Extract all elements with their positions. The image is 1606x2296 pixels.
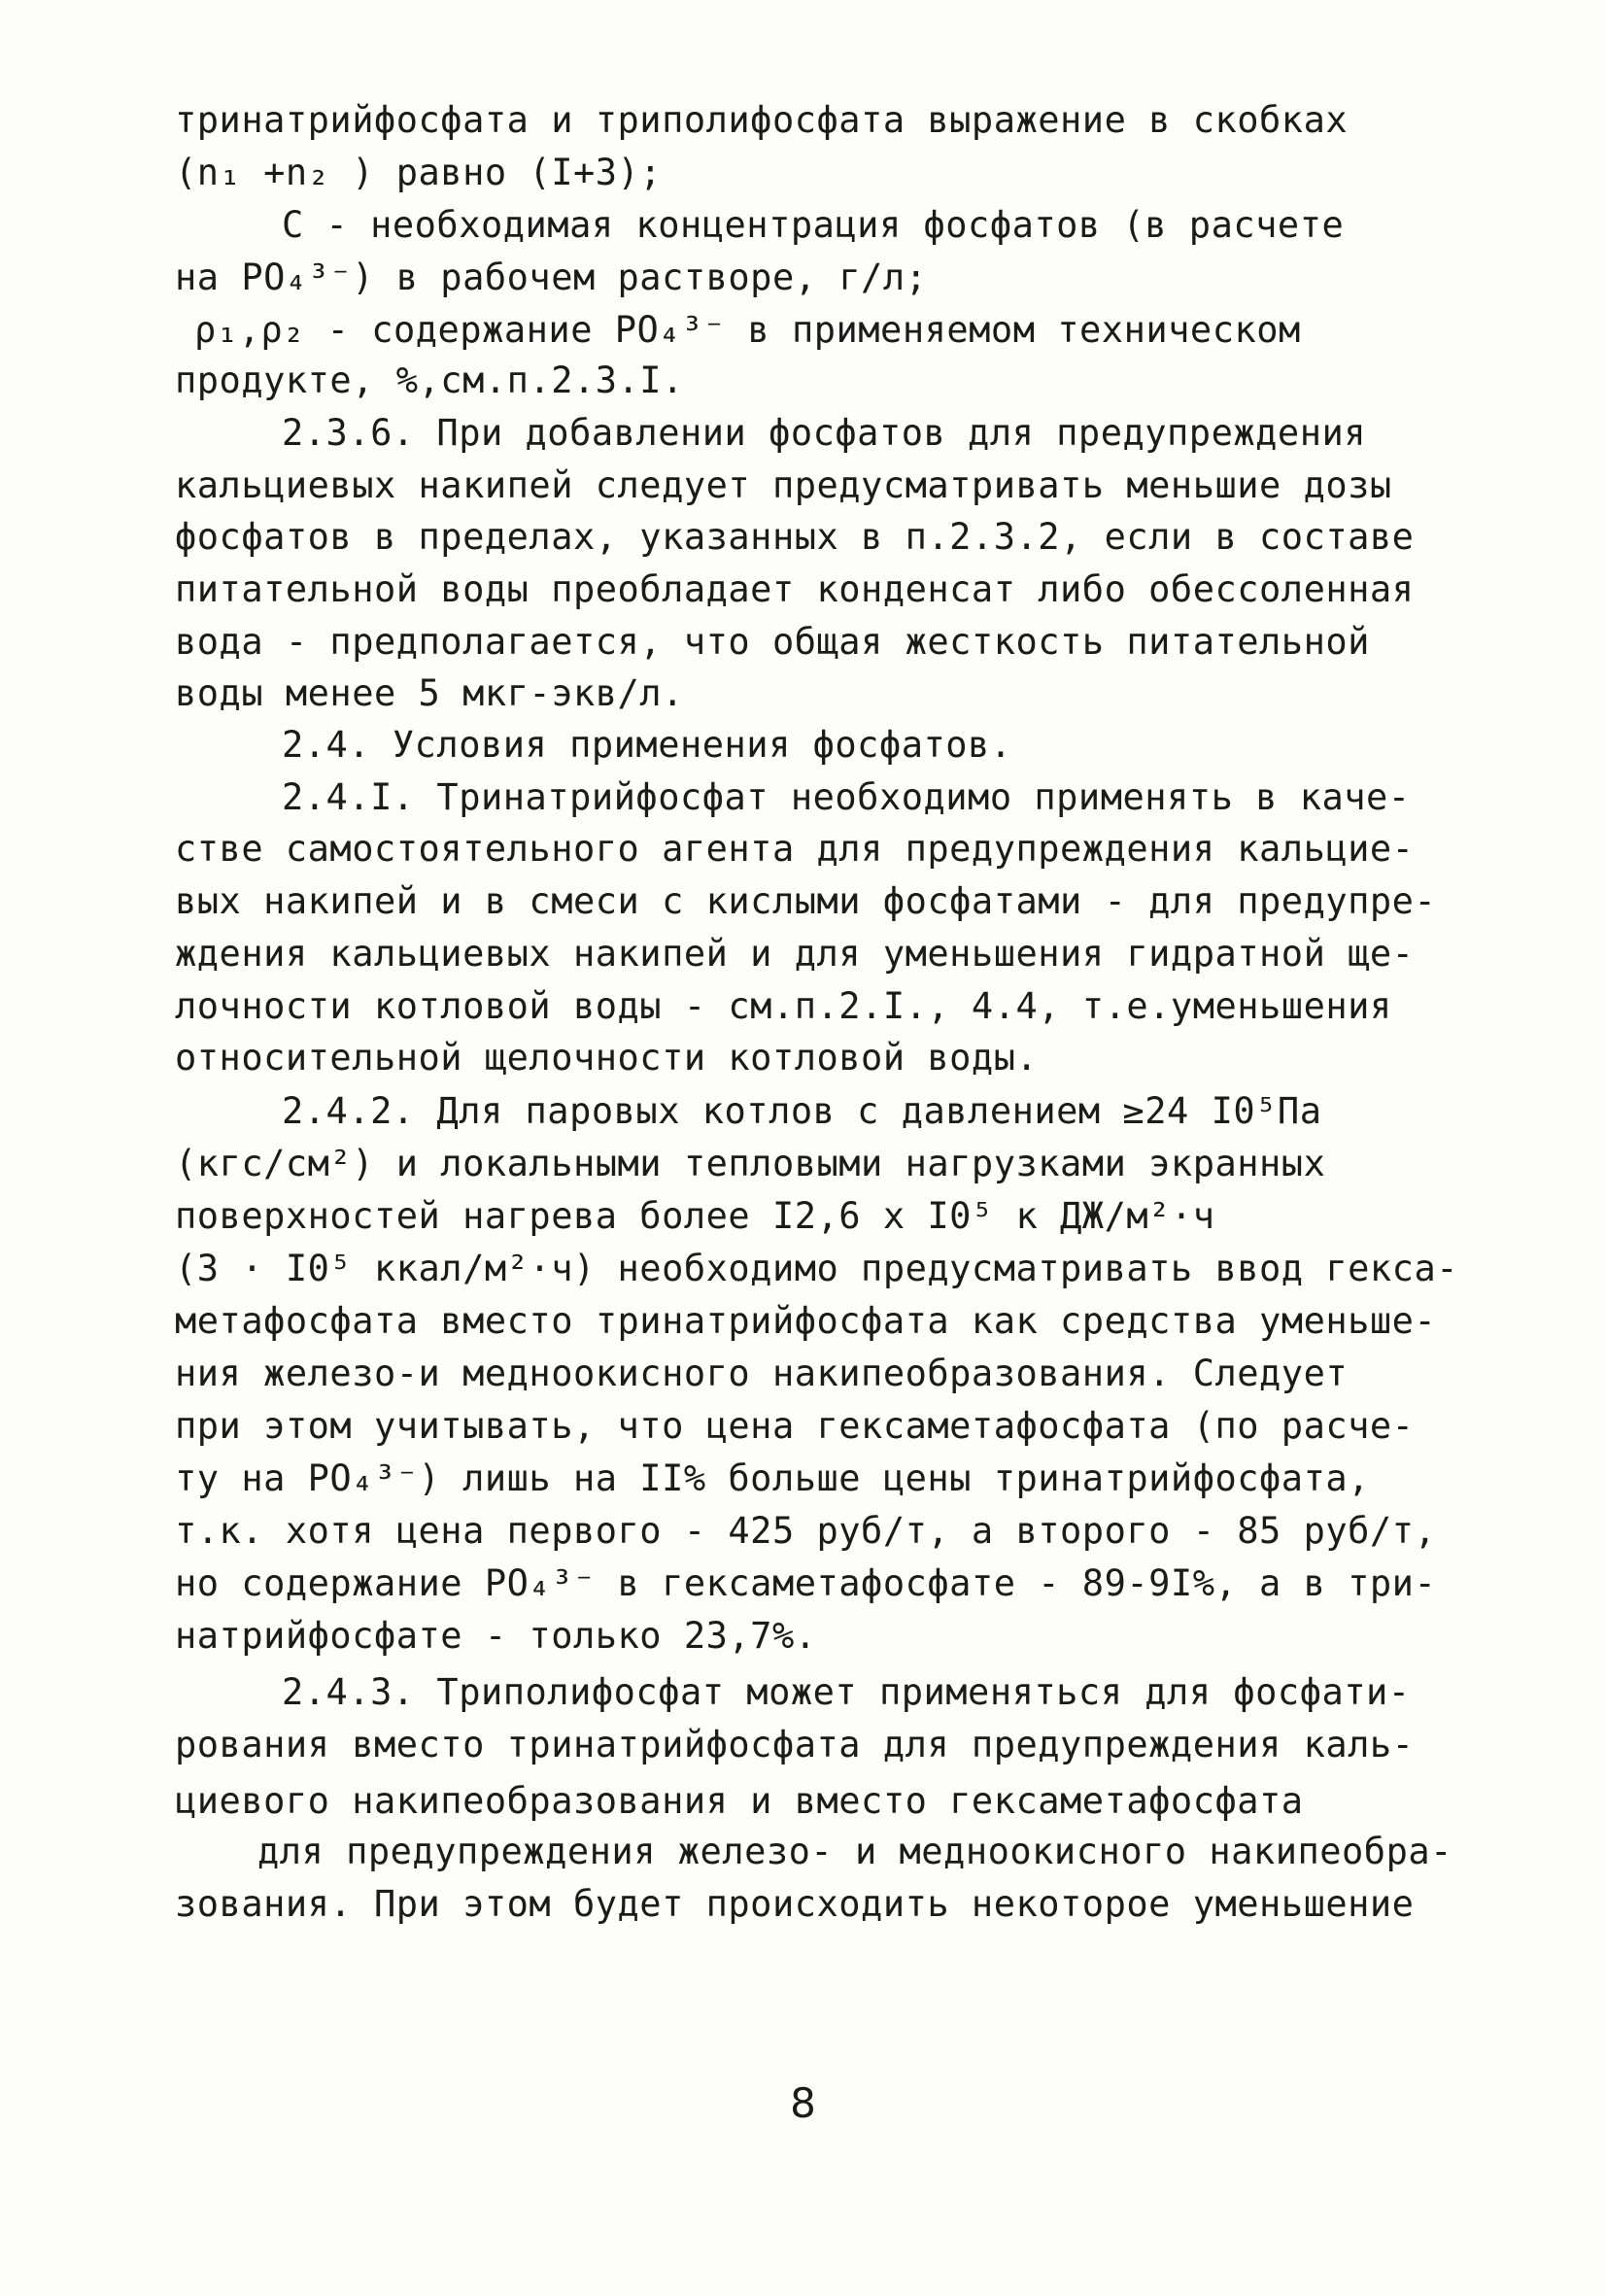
text-line: поверхностей нагрева более I2,6 x I0⁵ к ДЖ/м²·ч	[175, 1195, 1215, 1237]
text-line: ждения кальциевых накипей и для уменьшения гидратной ще-	[175, 933, 1415, 975]
text-line: метафосфата вместо тринатрийфосфата как средства уменьше-	[175, 1300, 1437, 1342]
text-line: для предупреждения железо- и медноокисного накипеобра-	[257, 1831, 1452, 1872]
text-line: т.к. хотя цена первого - 425 руб/т, а второго - 85 руб/т,	[175, 1510, 1437, 1552]
text-line: вода - предполагается, что общая жесткость питательной	[175, 621, 1370, 663]
text-line: ния железо-и медноокисного накипеобразования. Следует	[175, 1353, 1349, 1394]
text-line: вых накипей и в смеси с кислыми фосфатами - для предупре-	[175, 880, 1437, 922]
text-line: питательной воды преобладает конденсат либо обессоленная	[175, 568, 1415, 610]
text-line: но содержание PO₄³⁻ в гексаметафосфате - 89-9I%, а в три-	[175, 1562, 1437, 1604]
text-line: относительной щелочности котловой воды.	[175, 1037, 1039, 1079]
page-number: 8	[790, 2079, 816, 2127]
text-line: лочности котловой воды - см.п.2.I., 4.4, т.е.уменьшения	[175, 985, 1392, 1027]
text-line: 2.3.6. При добавлении фосфатов для предупреждения	[282, 412, 1367, 454]
text-line: 2.4.I. Тринатрийфосфат необходимо применять в каче-	[282, 776, 1411, 818]
text-line: рования вместо тринатрийфосфата для предупреждения каль-	[175, 1724, 1415, 1765]
text-line: С - необходимая концентрация фосфатов (в расчете	[282, 204, 1345, 246]
text-line: натрийфосфате - только 23,7%.	[175, 1615, 817, 1657]
text-line: воды менее 5 мкг-экв/л.	[175, 672, 684, 714]
text-line: ρ₁,ρ₂ - содержание PO₄³⁻ в применяемом техническом	[194, 309, 1301, 351]
text-line: на PO₄³⁻) в рабочем растворе, г/л;	[175, 257, 928, 298]
text-line: (n₁ +n₂ ) равно (I+3);	[175, 152, 663, 193]
text-line: зования. При этом будет происходить некоторое уменьшение	[175, 1883, 1415, 1925]
text-line: 2.4.3. Триполифосфат может применяться для фосфати-	[282, 1671, 1411, 1713]
section-heading: 2.4. Условия применения фосфатов.	[282, 724, 1012, 766]
text-line: (3 · I0⁵ ккал/м²·ч) необходимо предусматривать ввод гекса-	[175, 1248, 1459, 1289]
text-line: кальциевых накипей следует предусматривать меньшие дозы	[175, 464, 1392, 506]
text-line: тринатрийфосфата и триполифосфата выражение в скобках	[175, 99, 1349, 141]
text-line: фосфатов в пределах, указанных в п.2.3.2, если в составе	[175, 516, 1415, 558]
text-line: ту на PO₄³⁻) лишь на II% больше цены тринатрийфосфата,	[175, 1457, 1370, 1499]
text-line: продукте, %,см.п.2.3.I.	[175, 360, 684, 401]
text-line: 2.4.2. Для паровых котлов с давлением ≥24 I0⁵Па	[282, 1090, 1322, 1132]
text-line: циевого накипеобразования и вместо гексаметафосфата	[175, 1780, 1304, 1822]
text-line: стве самостоятельного агента для предупреждения кальцие-	[175, 828, 1415, 870]
text-line: (кгс/см²) и локальными тепловыми нагрузками экранных	[175, 1143, 1326, 1184]
text-line: при этом учитывать, что цена гексаметафосфата (по расче-	[175, 1405, 1415, 1447]
